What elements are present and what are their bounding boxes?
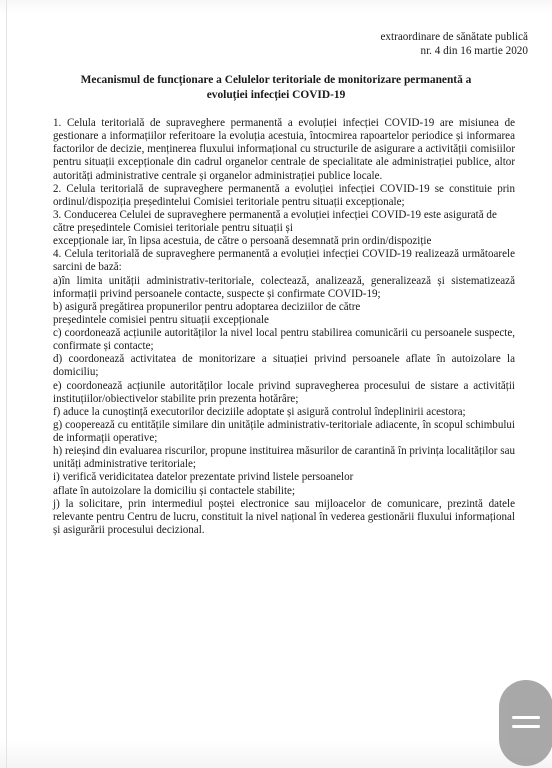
task-c: c) coordonează acțiunile autorităților la nivel local pentru stabilirea comunicării cu persoanele suspecte, confirmate și contacte; bbox=[53, 327, 515, 353]
page-edge-shadow bbox=[6, 0, 7, 768]
paragraph-3: 3. Conducerea Celulei de supraveghere permanentă a evoluției infecției COVID-19 este asigurată de către președintele Comisiei teritoriale pentru situații și bbox=[53, 208, 497, 234]
paragraph-3-continued: excepționale iar, în lipsa acestuia, de către o persoană desemnată prin ordin/dispoziție bbox=[53, 235, 432, 248]
task-d: d) coordonează activitatea de monitorizare a situației privind persoanele aflate în autoizolare la domiciliu; bbox=[53, 353, 515, 379]
header-line-1: extraordinare de sănătate publică bbox=[380, 31, 528, 43]
task-g: g) cooperează cu entitățile similare din unitățile administrativ-teritoriale adiacente, în scopul schimbului de informații operative; bbox=[53, 418, 515, 444]
document-header bbox=[380, 30, 528, 58]
paragraph-1: 1. Celula teritorială de supraveghere permanentă a evoluției infecției COVID-19 are misiunea de gestionare a informațiilor referitoare la evoluția acestuia, întocmirea rapoartelor periodice și informarea factorilor de decizie, menținerea fluxului informațional cu structurile de asigurare a activității comisiilor pentru situații excepționale din cadrul organelor centrale de specialitate ale administrației publice, altor autorități administrative centrale și organelor administrației publice locale. bbox=[53, 117, 515, 182]
header-line-2: nr. 4 din 16 martie 2020 bbox=[420, 45, 528, 57]
task-h: h) reieșind din evaluarea riscurilor, propune instituirea măsurilor de carantină în privința localităților sau unități administrative teritoriale; bbox=[53, 445, 515, 471]
task-f: f) aduce la cunoștință executorilor deciziile adoptate și asigură controlul îndeplinirii acestora; bbox=[53, 405, 466, 418]
task-b: b) asigură pregătirea propunerilor pentru adoptarea deciziilor de către bbox=[53, 300, 361, 313]
paragraph-2: 2. Celula teritorială de supraveghere permanentă a evoluției infecției COVID-19 se constituie prin ordinul/dispoziția președintelui Comisiei teritoriale pentru situații excepționale; bbox=[53, 182, 515, 208]
task-a: a)în limita unității administrativ-teritoriale, colectează, analizează, generalizează și sistematizează informații privind persoanele contacte, suspecte și confirmate COVID-19; bbox=[53, 274, 515, 300]
task-i-continued: aflate în autoizolare la domiciliu și contactele stabilite; bbox=[53, 484, 296, 497]
document-body bbox=[53, 117, 515, 537]
paragraph-4: 4. Celula teritorială de supraveghere permanentă a evoluției infecției COVID-19 realizează următoarele sarcini de bază: bbox=[53, 248, 515, 274]
title-line-2: evoluției infecției COVID-19 bbox=[206, 88, 346, 101]
task-e: e) coordonează acțiunile autorităților locale privind supravegherea procesului de sistare a activității instituțiilor/obiectivelor stabilite prin prezenta hotărâre; bbox=[53, 379, 515, 405]
floating-menu-button[interactable] bbox=[499, 680, 552, 766]
task-j: j) la solicitare, prin intermediul poștei electronice sau mijloacelor de comunicare, prezintă datele relevante pentru Centru de lucru, constituit la nivel național în vederea gestionării fluxului informațional și asigurării procesului decizional. bbox=[53, 497, 515, 536]
task-b-continued: președintele comisiei pentru situații excepționale bbox=[53, 313, 269, 326]
document-title bbox=[36, 73, 516, 102]
task-i: i) verifică veridicitatea datelor prezentate privind listele persoanelor bbox=[53, 471, 354, 484]
title-line-1: Mecanismul de funcționare a Celulelor teritoriale de monitorizare permanentă a bbox=[80, 74, 472, 86]
